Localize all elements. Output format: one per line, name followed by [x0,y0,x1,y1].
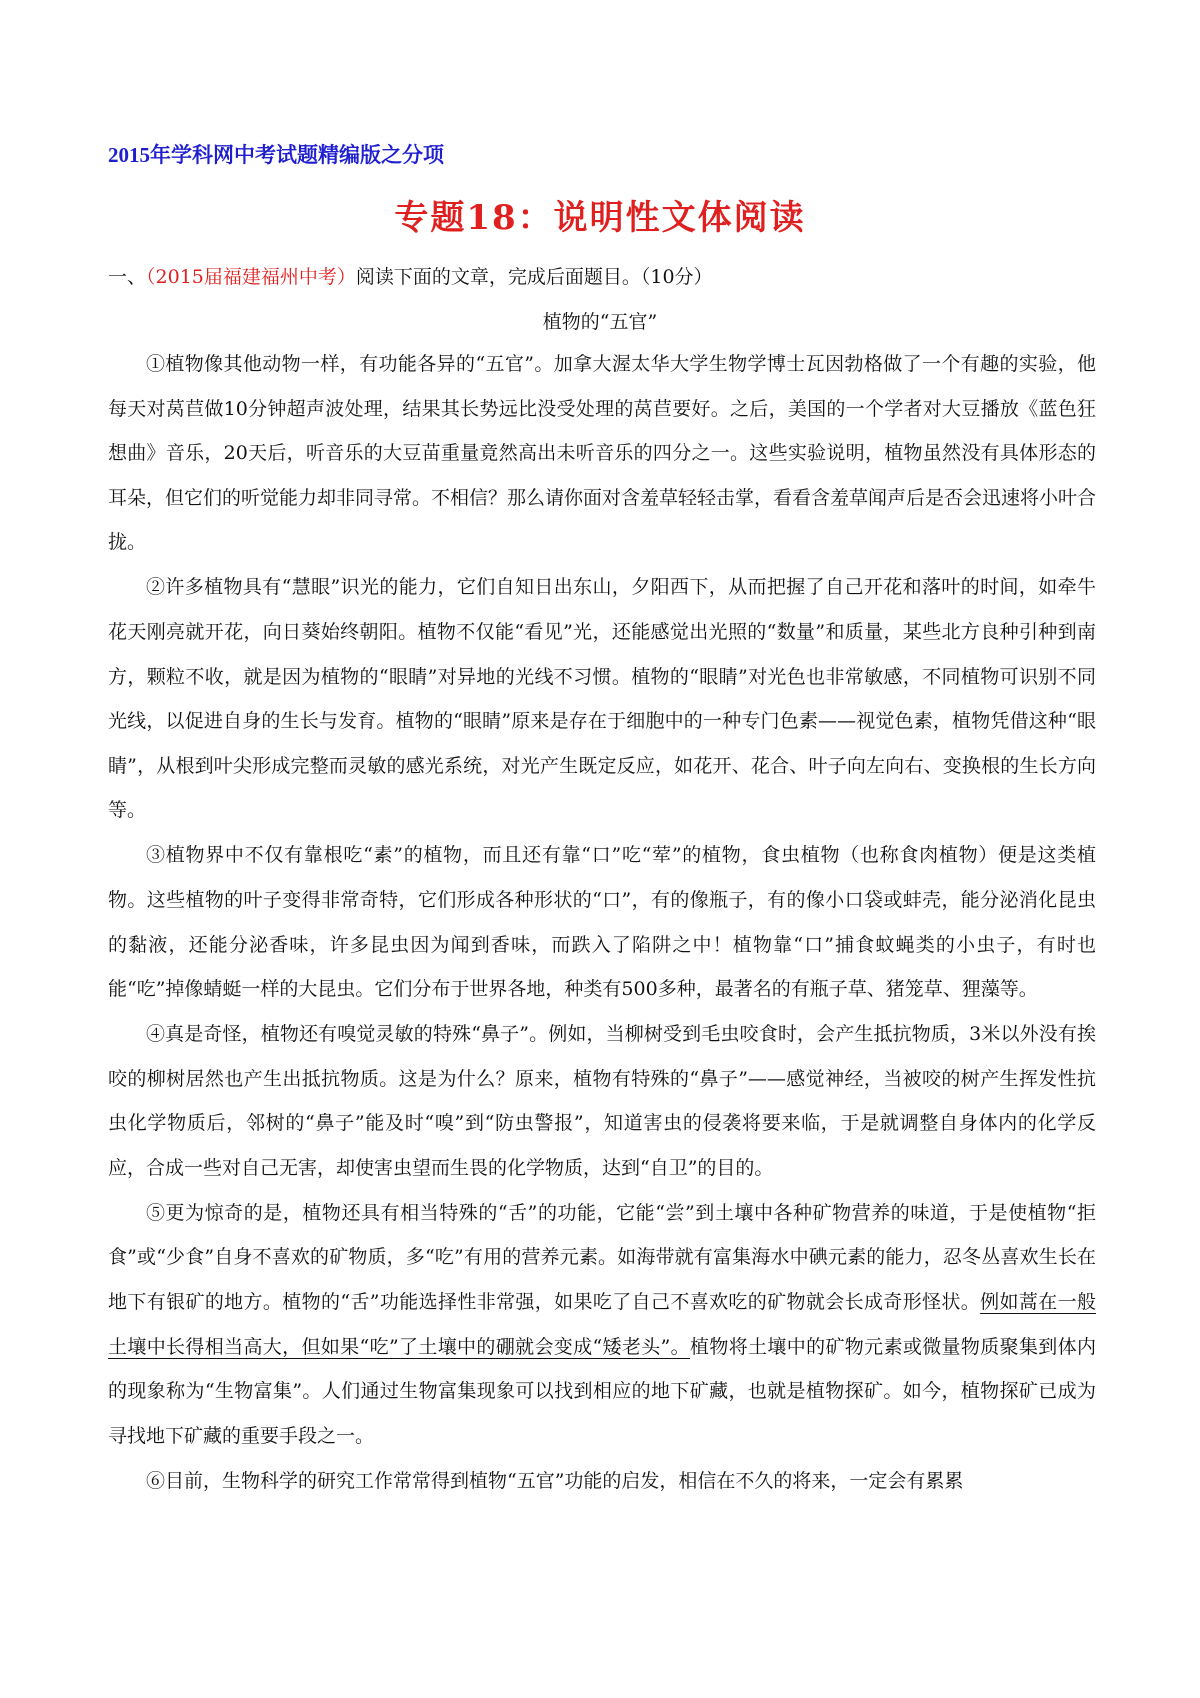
topic-title: 专题18：说明性文体阅读 [394,198,806,238]
paragraph-2: ②许多植物具有“慧眼”识光的能力，它们自知日出东山，夕阳西下，从而把握了自己开花和落叶的时间，如牵牛花天刚亮就开花，向日葵始终朝阳。植物不仅能“看见”光，还能感觉出光照的“数量”和质量，某些北方良种引种到南方，颗粒不收，就是因为植物的“眼睛”对异地的光线不习惯。植物的“眼睛”对光色也非常敏感，不同植物可识别不同光线，以促进自身的生长与发育。植物的“眼睛”原来是存在于细胞中的一种专门色素——视觉色素，植物凭借这种“眼睛”，从根到叶尖形成完整而灵敏的感光系统，对光产生既定反应，如花开、花合、叶子向左向右、变换根的生长方向等。 [108,576,1096,822]
paragraph-5-start: ⑤更为惊奇的是，植物还具有相当特殊的“舌”的功能，它能“尝”到土壤中各种矿物营养的味道，于是使植物“拒食”或“少食”自身不喜欢的矿物质，多“吃”有用的营养元素。如海带就有富集海水中碘元素的能力，忍冬丛喜欢生长在地下有银矿的地方。植物的“舌”功能选择性非常强，如果吃了自己不喜欢吃的矿物就会长成奇形怪状。 [108,1201,1096,1314]
paragraph-3: ③植物界中不仅有靠根吃“素”的植物，而且还有靠“口”吃“荤”的植物，食虫植物（也称食肉植物）便是这类植物。这些植物的叶子变得非常奇特，它们形成各种形状的“口”，有的像瓶子，有的像小口袋或蚌壳，能分泌消化昆虫的黏液，还能分泌香味，许多昆虫因为闻到香味，而跌入了陷阱之中！植物靠“口”捕食蚊蝇类的小虫子，有时也能“吃”掉像蜻蜓一样的大昆虫。它们分布于世界各地，种类有500多种，最著名的有瓶子草、猪笼草、狸藻等。 [108,844,1096,1001]
article-body [108,342,1096,1504]
paragraph-6: ⑥目前，生物科学的研究工作常常得到植物“五官”功能的启发，相信在不久的将来，一定会有累累 [146,1469,964,1492]
question-instruction: 阅读下面的文章，完成后面题目。（10分） [355,266,713,288]
question-line [108,262,713,289]
article-title: 植物的“五官” [542,311,658,333]
underlined-sentence: 例如蒿在一般土壤中长得相当高大，但如果“吃”了土壤中的硼就会变成“矮老头”。 [108,1291,1096,1358]
question-source: （2015届福建福州中考） [146,266,356,288]
question-number: 一、 [108,266,147,288]
paragraph-4: ④真是奇怪，植物还有嗅觉灵敏的特殊“鼻子”。例如，当柳树受到毛虫咬食时，会产生抵抗物质，3米以外没有挨咬的柳树居然也产生出抵抗物质。这是为什么？原来，植物有特殊的“鼻子”——感觉神经，当被咬的树产生挥发性抗虫化学物质后，邻树的“鼻子”能及时“嗅”到“防虫警报”，知道害虫的侵袭将要来临，于是就调整自身体内的化学反应，合成一些对自己无害，却使害虫望而生畏的化学物质，达到“自卫”的目的。 [108,1023,1096,1179]
paragraph-1: ①植物像其他动物一样，有功能各异的“五官”。加拿大渥太华大学生物学博士瓦因勃格做了一个有趣的实验，他每天对莴苣做10分钟超声波处理，结果其长势远比没受处理的莴苣要好。之后，美国的一个学者对大豆播放《蓝色狂想曲》音乐，20天后，听音乐的大豆苗重量竟然高出未听音乐的四分之一。这些实验说明，植物虽然没有具体形态的耳朵，但它们的听觉能力却非同寻常。不相信？那么请你面对含羞草轻轻击掌，看看含羞草闻声后是否会迅速将小叶合拢。 [108,353,1097,554]
paragraph-5 [108,1191,1096,1459]
series-title: 2015年学科网中考试题精编版之分项 [108,143,444,167]
paragraph-5-end: 植物将土壤中的矿物元素或微量物质聚集到体内的现象称为“生物富集”。人们通过生物富集现象可以找到相应的地下矿藏，也就是植物探矿。如今，植物探矿已成为寻找地下矿藏的重要手段之一。 [108,1335,1096,1447]
